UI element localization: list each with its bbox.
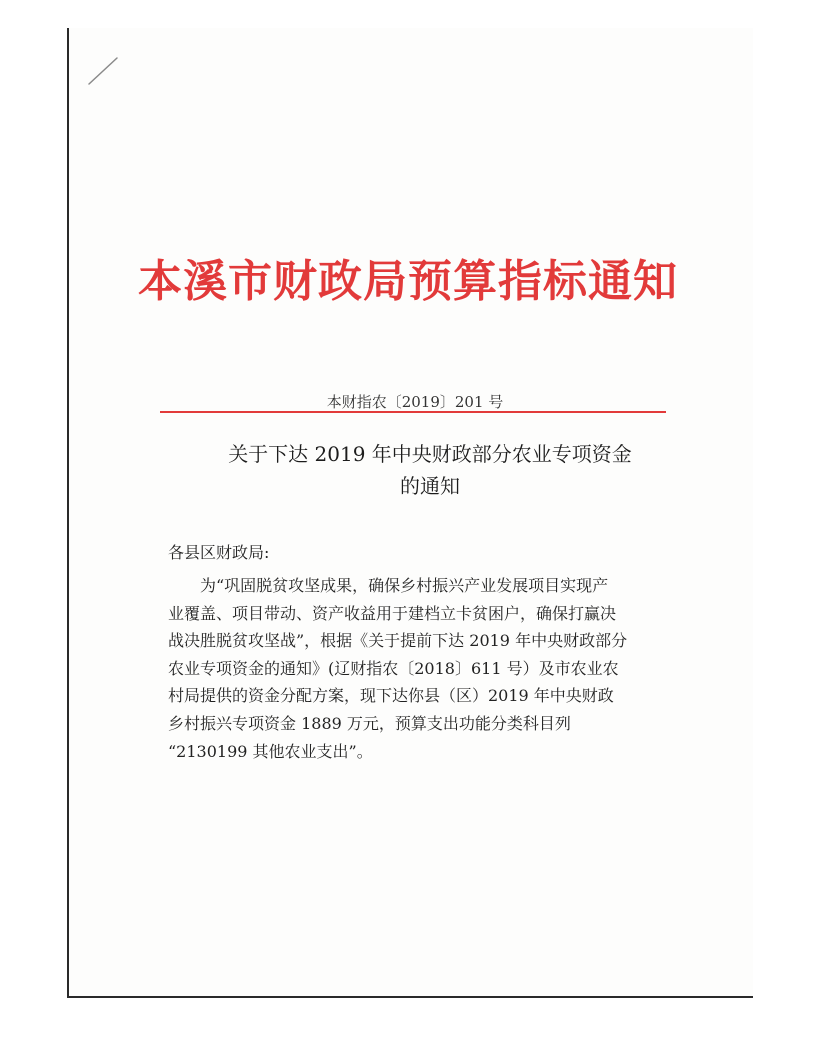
body-line-5: 村局提供的资金分配方案，现下达你县（区）2019 年中央财政 bbox=[168, 686, 614, 706]
body-line-2: 业覆盖、项目带动、资产收益用于建档立卡贫困户，确保打赢决 bbox=[168, 603, 617, 623]
scanned-sheet bbox=[67, 28, 753, 998]
body-line-1: 为“巩固脱贫攻坚成果，确保乡村振兴产业发展项目实现产 bbox=[200, 576, 609, 595]
red-divider-line bbox=[160, 411, 666, 413]
document-title-line-1: 关于下达 2019 年中央财政部分农业专项资金 bbox=[228, 442, 632, 466]
letterhead-title: 本溪市财政局预算指标通知 bbox=[138, 256, 678, 307]
pencil-stroke-mark bbox=[85, 52, 125, 92]
document-number: 本财指农〔2019〕201 号 bbox=[326, 393, 504, 411]
body-line-7: “2130199 其他农业支出”。 bbox=[168, 741, 373, 761]
body-paragraph bbox=[168, 572, 682, 765]
body-line-3: 战决胜脱贫攻坚战”，根据《关于提前下达 2019 年中央财政部分 bbox=[168, 631, 628, 651]
body-line-4: 农业专项资金的通知》(辽财指农〔2018〕611 号）及市农业农 bbox=[168, 658, 619, 678]
document-title bbox=[120, 438, 740, 502]
document-title-line-2: 的通知 bbox=[400, 474, 460, 498]
body-line-6: 乡村振兴专项资金 1889 万元，预算支出功能分类科目列 bbox=[168, 713, 571, 733]
salutation: 各县区财政局: bbox=[168, 543, 270, 562]
